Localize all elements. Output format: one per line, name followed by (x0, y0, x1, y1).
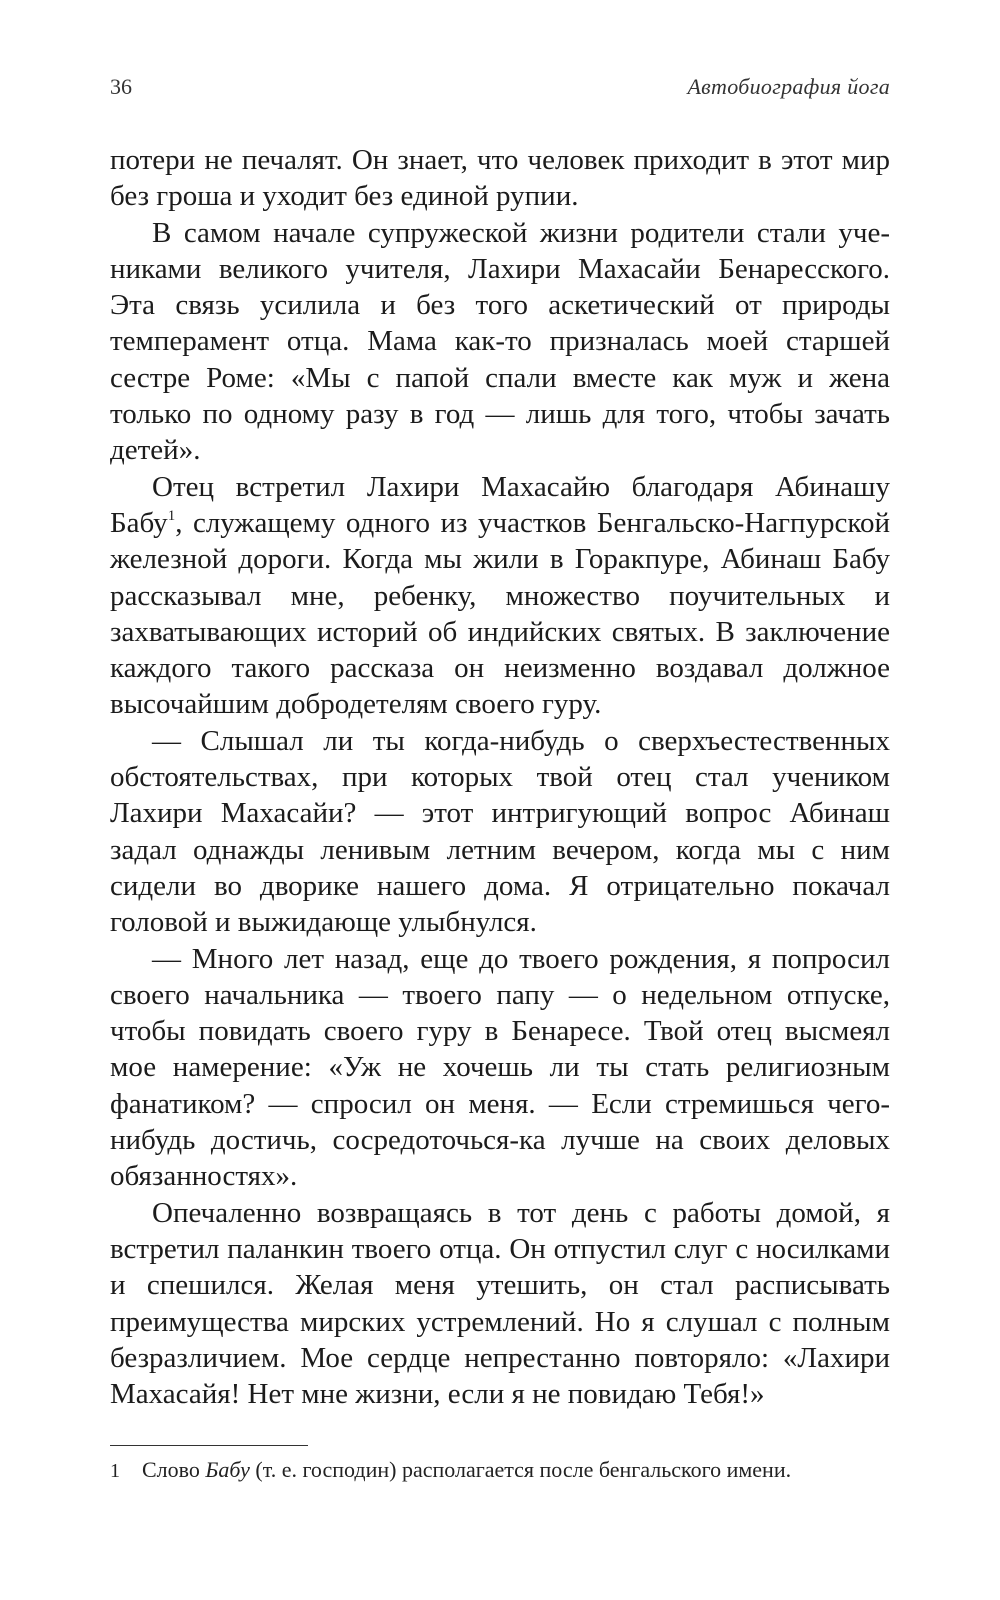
running-title: Автобиография йога (687, 74, 890, 99)
book-page (110, 0, 890, 1600)
footnote-italic-term: Бабу (205, 1457, 250, 1482)
footnote-text-before: Слово (142, 1457, 206, 1482)
paragraph-1: потери не печалят. Он знает, что человек приходит в этот мир без гроша и уходит без единой рупии. (110, 144, 890, 213)
body-text (110, 142, 890, 1412)
paragraph-3-text-after: , служащему одного из участков Бенгальско-Нагпурской железной дороги. Когда мы жили в Горакпуре, Абинаш Бабу рассказывал мне, ребенку, множество поучительных и захватывающих историй об индийских святых. В заключение каждого такого рассказа он неизменно воздавал должное высочайшим добродетелям своего гуру. (110, 506, 890, 721)
paragraph-5: — Много лет назад, еще до твоего рождения, я попросил своего начальника — твоего папу — о недельном отпуске, чтобы повидать своего гуру в Бенаресе. Твой отец высмеял мое намерение: «Уж не хочешь ли ты стать религиозным фанатиком? — спросил он меня. — Если стремишься чего-нибудь достичь, сосредоточься-ка лучше на своих деловых обязанностях». (110, 942, 890, 1193)
page-number: 36 (110, 74, 132, 99)
paragraph-2: В самом начале супружеской жизни родители стали учениками великого учителя, Лахири Махасайи Бенаресского. Эта связь усилила и без того аскетический от природы темперамент отца. Мама как-то призналась моей старшей сестре Роме: «Мы с папой спали вместе как муж и жена только по одному разу в год — лишь для того, чтобы зачать детей». (110, 216, 890, 467)
footnote (110, 1455, 890, 1486)
paragraph-6: Опечаленно возвращаясь в тот день с работы домой, я встретил паланкин твоего отца. Он отпустил слуг с носилками и спешился. Желая меня утешить, он стал расписывать преимущества мирских устремлений. Но я слушал с полным безразличием. Мое сердце непрестанно повторяло: «Лахири Махасайя! Нет мне жизни, если я не повидаю Тебя!» (110, 1196, 890, 1411)
footnote-mark: 1 (110, 1460, 120, 1482)
paragraph-3-text-before: Отец встретил Лахири Махасайю благодаря Абинашу Бабу (110, 470, 890, 539)
footnote-reference: 1 (167, 507, 176, 524)
paragraph-3 (110, 469, 890, 723)
running-header (110, 74, 890, 114)
footnote-text-after: (т. е. господин) располагается после бенгальского имени. (249, 1457, 792, 1482)
paragraph-4: — Слышал ли ты когда-нибудь о сверхъестественных обстоятельствах, при которых твой отец стал учеником Лахири Махасайи? — этот интригующий вопрос Абинаш задал однажды ленивым летним вечером, когда мы с ним сидели во дворике нашего дома. Я отрицательно покачал головой и выжидающе улыбнулся. (110, 724, 890, 939)
footnote-divider (110, 1445, 308, 1446)
